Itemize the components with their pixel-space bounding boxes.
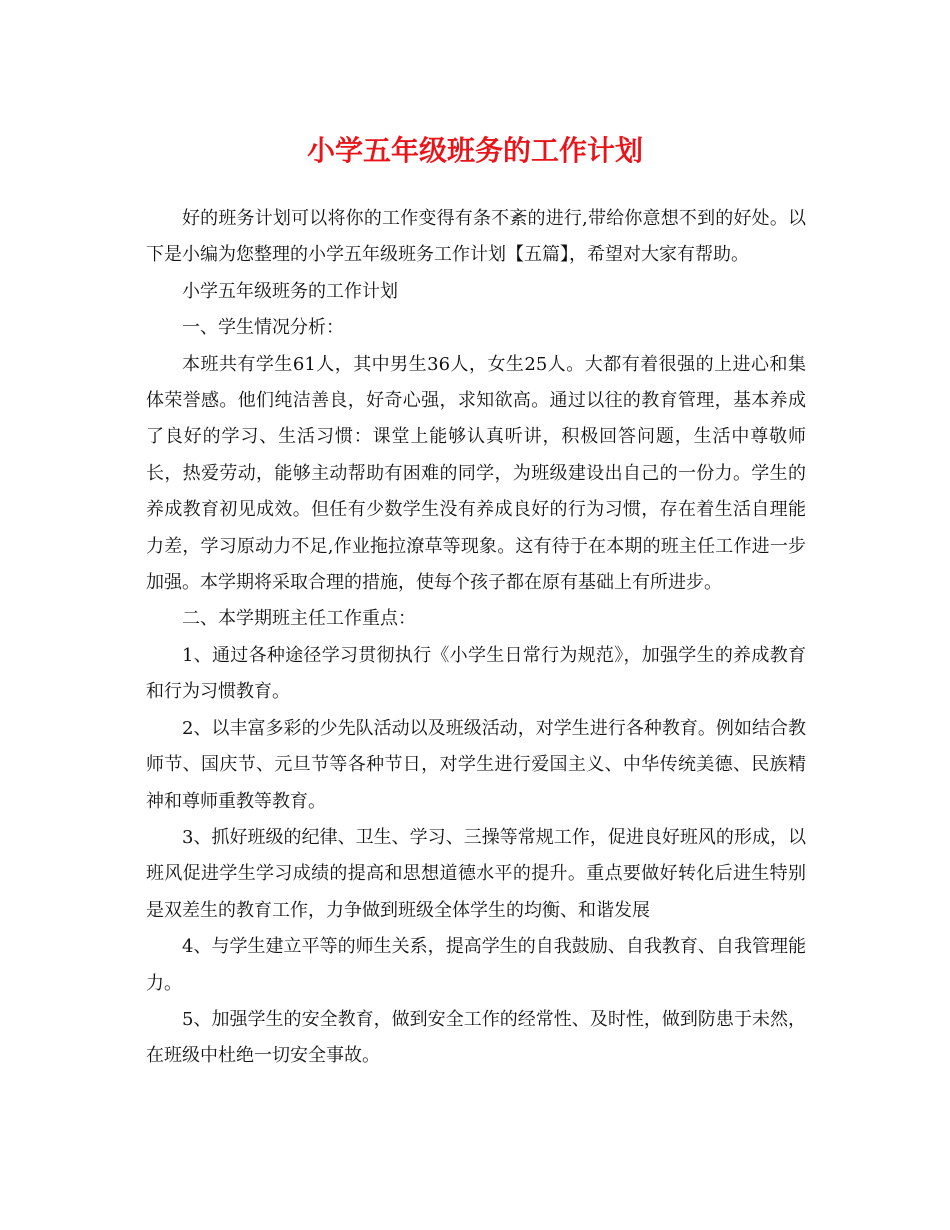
focus-item-2: 2、以丰富多彩的少先队活动以及班级活动，对学生进行各种教育。例如结合教师节、国庆节、元旦节等各种节日，对学生进行爱国主义、中华传统美德、民族精神和尊师重教等教育。 — [146, 717, 806, 812]
focus-item-4: 4、与学生建立平等的师生关系，提高学生的自我鼓励、自我教育、自我管理能力。 — [146, 936, 806, 994]
subheading-work-focus: 二、本学期班主任工作重点： — [182, 608, 416, 630]
section-heading: 小学五年级班务的工作计划 — [182, 280, 398, 302]
intro-paragraph: 好的班务计划可以将你的工作变得有条不紊的进行,带给你意想不到的好处。以下是小编为您整理的小学五年级班务工作计划【五篇】，希望对大家有帮助。 — [146, 208, 806, 266]
focus-item-3: 3、抓好班级的纪律、卫生、学习、三操等常规工作，促进良好班风的形成，以班风促进学生学习成绩的提高和思想道德水平的提升。重点要做好转化后进生特别是双差生的教育工作，力争做到班级全体学生的均衡、和谐发展 — [146, 826, 806, 921]
focus-item-1: 1、通过各种途径学习贯彻执行《小学生日常行为规范》，加强学生的养成教育和行为习惯教育。 — [146, 644, 806, 703]
focus-item-5: 5、加强学生的安全教育，做到安全工作的经常性、及时性，做到防患于未然，在班级中杜绝一切安全事故。 — [146, 1008, 806, 1067]
subheading-student-analysis: 一、学生情况分析： — [182, 317, 344, 339]
document-title: 小学五年级班务的工作计划 — [306, 134, 643, 167]
document-body — [146, 201, 806, 1075]
student-analysis-paragraph: 本班共有学生61人，其中男生36人，女生25人。大都有着很强的上进心和集体荣誉感。他们纯洁善良，好奇心强，求知欲高。通过以往的教育管理，基本养成了良好的学习、生活习惯：课堂上能够认真听讲，积极回答问题，生活中尊敬师长，热爱劳动，能够主动帮助有困难的同学，为班级建设出自己的一份力。学生的养成教育初见成效。但任有少数学生没有养成良好的行为习惯，存在着生活自理能力差，学习原动力不足,作业拖拉潦草等现象。这有待于在本期的班主任工作进一步加强。本学期将采取合理的措施，使每个孩子都在原有基础上有所进步。 — [146, 353, 806, 594]
